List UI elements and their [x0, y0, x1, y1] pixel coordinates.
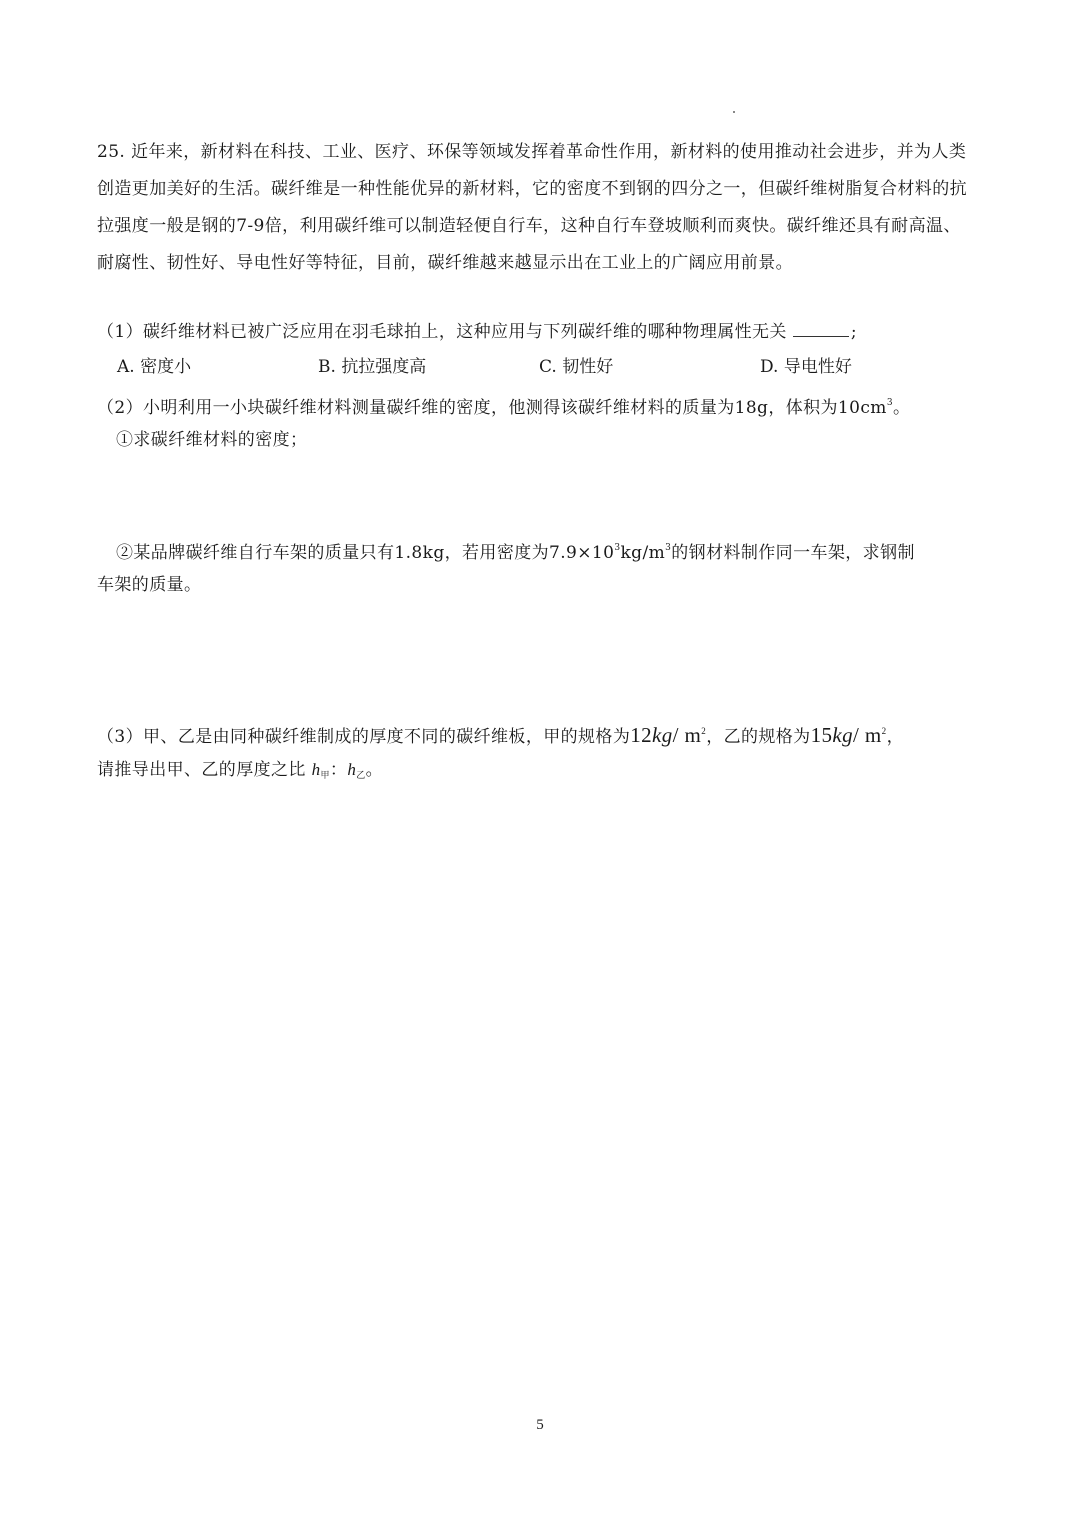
answer-blank[interactable]: [793, 319, 849, 337]
spec1-unit-kg: kg: [652, 723, 673, 747]
option-d[interactable]: [760, 352, 852, 382]
spec2-unit-kg: kg: [832, 723, 854, 747]
part2-sub2-line2-text: 车架的质量。: [97, 575, 202, 595]
part3-text-b: ，乙的规格为: [706, 727, 811, 747]
part2-sup: 3: [886, 398, 893, 408]
option-a[interactable]: [117, 352, 191, 382]
part3-text-a: （3）甲、乙是由同种碳纤维制成的厚度不同的碳纤维板，甲的规格为: [97, 727, 631, 747]
part2-sub1-text: ①求碳纤维材料的密度；: [116, 430, 308, 450]
part2-end: 。: [892, 398, 911, 418]
part3-line2-text: 请推导出甲、乙的厚度之比: [97, 760, 312, 780]
h-symbol-yi: h: [347, 760, 357, 779]
part1-end: ;: [850, 322, 857, 342]
part2-sub2-sup2: 3: [665, 543, 672, 553]
part2-sub1: [116, 425, 307, 455]
spec2-formula: [811, 723, 887, 747]
part2-question: [97, 388, 910, 423]
spec1-sup: 2: [701, 726, 707, 736]
part2-sub2: [116, 533, 915, 568]
part3-text-c: ，: [886, 727, 904, 747]
part3-question: [97, 716, 904, 752]
option-a-label: A.: [117, 357, 135, 377]
question-intro-text: 近年来，新材料在科技、工业、医疗、环保等领域发挥着革命性作用，新材料的使用推动社会进步，并为人类创造更加美好的生活。碳纤维是一种性能优异的新材料，它的密度不到钢的四分之一，但碳纤维树脂复合材料的抗拉强度一般是钢的7-9倍，利用碳纤维可以制造轻便自行车，这种自行车登坡顺利而爽快。碳纤维还具有耐高温、耐腐性、韧性好、导电性好等特征，目前，碳纤维越来越显示出在工业上的广阔应用前景。: [97, 142, 967, 273]
scan-dot: [733, 111, 735, 113]
sub-jia: 甲: [320, 771, 330, 781]
part1-text: （1）碳纤维材料已被广泛应用在羽毛球拍上，这种应用与下列碳纤维的哪种物理属性无关: [97, 322, 787, 342]
option-c-text: 韧性好: [562, 357, 614, 377]
sub-yi: 乙: [356, 771, 366, 781]
part3-line2-end: 。: [365, 760, 384, 780]
part2-sub2-line2: [97, 570, 201, 600]
spec2-number: 15: [810, 723, 833, 747]
h-symbol-jia: h: [311, 760, 321, 779]
option-d-label: D.: [760, 357, 779, 377]
option-b-text: 抗拉强度高: [341, 357, 427, 377]
spec1-number: 12: [630, 723, 653, 747]
option-b[interactable]: [318, 352, 426, 382]
part2-sub2-text-c: 的钢材料制作同一车架，求钢制: [671, 543, 915, 563]
part2-sub2-sup1: 3: [614, 543, 621, 553]
option-a-text: 密度小: [140, 357, 192, 377]
ratio-colon: ：: [329, 760, 348, 780]
question-intro: [97, 134, 977, 282]
part1-question: [97, 317, 857, 347]
spec2-sup: 2: [881, 726, 887, 736]
part3-line2: [97, 755, 383, 791]
option-d-text: 导电性好: [783, 357, 852, 377]
option-b-label: B.: [318, 357, 336, 377]
spec1-formula: [630, 723, 706, 747]
question-number: 25.: [97, 142, 126, 162]
part2-sub2-text-a: ②某品牌碳纤维自行车架的质量只有1.8kg，若用密度为7.9×10: [116, 543, 615, 563]
option-c[interactable]: [539, 352, 613, 382]
part2-text: （2）小明利用一小块碳纤维材料测量碳纤维的密度，他测得该碳纤维材料的质量为18g，体积为10cm: [97, 398, 887, 418]
part2-sub2-text-b: kg/m: [620, 543, 666, 563]
page-number: 5: [536, 1417, 544, 1433]
option-c-label: C.: [539, 357, 557, 377]
spec2-unit-m: / m: [853, 723, 882, 747]
spec1-unit-m: / m: [672, 723, 702, 747]
